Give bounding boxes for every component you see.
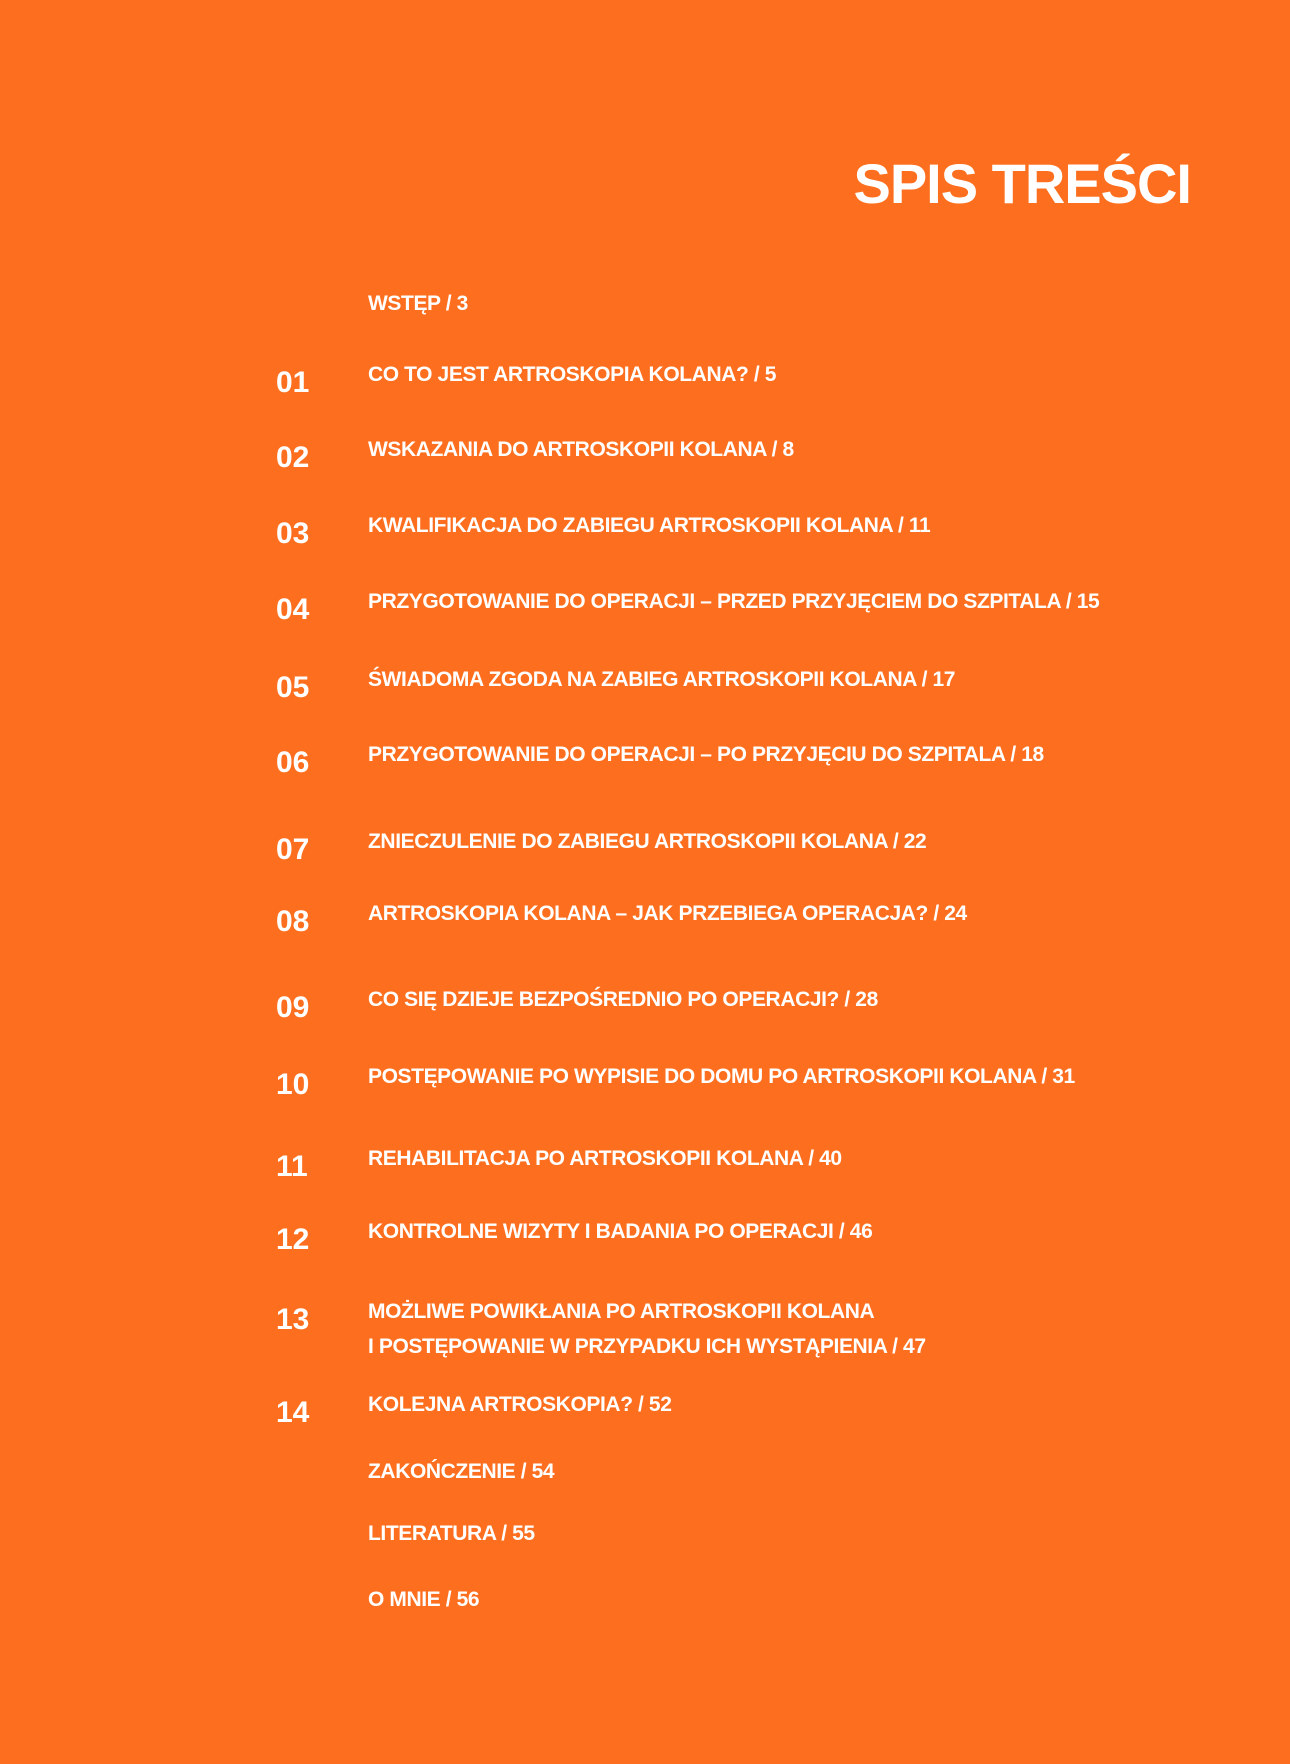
chapter-number: 03 bbox=[276, 517, 310, 550]
chapter-number: 09 bbox=[276, 991, 310, 1024]
chapter-number: 13 bbox=[276, 1303, 310, 1336]
chapter-number: 04 bbox=[276, 593, 310, 626]
toc-entry-text-line-2: I POSTĘPOWANIE W PRZYPADKU ICH WYSTĄPIENIA / 47 bbox=[368, 1335, 926, 1358]
toc-entry-chapter-05 bbox=[0, 662, 1290, 702]
toc-entry-chapter-13 bbox=[0, 1294, 1290, 1369]
toc-entry-text: CO TO JEST ARTROSKOPIA KOLANA? / 5 bbox=[368, 363, 776, 386]
chapter-number: 08 bbox=[276, 905, 310, 938]
chapter-number: 11 bbox=[276, 1150, 308, 1183]
toc-entry-text: WSKAZANIA DO ARTROSKOPII KOLANA / 8 bbox=[368, 438, 794, 461]
toc-entry-chapter-07 bbox=[0, 824, 1290, 864]
toc-entry-text: ZAKOŃCZENIE / 54 bbox=[368, 1460, 555, 1483]
chapter-number: 02 bbox=[276, 441, 310, 474]
toc-entry-text: KWALIFIKACJA DO ZABIEGU ARTROSKOPII KOLANA / 11 bbox=[368, 514, 931, 537]
toc-entry-chapter-11 bbox=[0, 1141, 1290, 1181]
toc-entry-text: WSTĘP / 3 bbox=[368, 292, 468, 315]
toc-entry-text: KONTROLNE WIZYTY I BADANIA PO OPERACJI / 46 bbox=[368, 1220, 873, 1243]
toc-entry-chapter-06 bbox=[0, 737, 1290, 777]
toc-entry-text: REHABILITACJA PO ARTROSKOPII KOLANA / 40 bbox=[368, 1147, 842, 1170]
toc-entry-chapter-01 bbox=[0, 357, 1290, 397]
toc-entry-about-me bbox=[0, 1582, 1290, 1622]
chapter-number: 10 bbox=[276, 1068, 310, 1101]
toc-entry-text: KOLEJNA ARTROSKOPIA? / 52 bbox=[368, 1393, 672, 1416]
toc-entry-text: O MNIE / 56 bbox=[368, 1588, 480, 1611]
toc-entry-chapter-09 bbox=[0, 982, 1290, 1022]
toc-entry-text: PRZYGOTOWANIE DO OPERACJI – PO PRZYJĘCIU DO SZPITALA / 18 bbox=[368, 743, 1044, 766]
toc-entry-introduction bbox=[0, 286, 1290, 326]
chapter-number: 01 bbox=[276, 366, 310, 399]
toc-entry-chapter-10 bbox=[0, 1059, 1290, 1099]
toc-entry-text: PRZYGOTOWANIE DO OPERACJI – PRZED PRZYJĘCIEM DO SZPITALA / 15 bbox=[368, 590, 1100, 613]
toc-entry-chapter-03 bbox=[0, 508, 1290, 548]
toc-entry-text: ARTROSKOPIA KOLANA – JAK PRZEBIEGA OPERACJA? / 24 bbox=[368, 902, 967, 925]
toc-entry-text: LITERATURA / 55 bbox=[368, 1522, 535, 1545]
chapter-number: 12 bbox=[276, 1223, 310, 1256]
toc-entry-conclusion bbox=[0, 1454, 1290, 1494]
toc-entry-chapter-14 bbox=[0, 1387, 1290, 1427]
chapter-number: 05 bbox=[276, 671, 310, 704]
chapter-number: 07 bbox=[276, 833, 310, 866]
toc-entry-text: ZNIECZULENIE DO ZABIEGU ARTROSKOPII KOLANA / 22 bbox=[368, 830, 927, 853]
chapter-number: 06 bbox=[276, 746, 310, 779]
toc-entry-chapter-08 bbox=[0, 896, 1290, 936]
toc-entry-text: CO SIĘ DZIEJE BEZPOŚREDNIO PO OPERACJI? / 28 bbox=[368, 988, 878, 1011]
page-title: SPIS TREŚCI bbox=[853, 152, 1191, 215]
toc-entry-literature bbox=[0, 1516, 1290, 1556]
toc-entry-text: ŚWIADOMA ZGODA NA ZABIEG ARTROSKOPII KOLANA / 17 bbox=[368, 668, 956, 691]
toc-entry-text: MOŻLIWE POWIKŁANIA PO ARTROSKOPII KOLANA bbox=[368, 1300, 875, 1323]
toc-entry-chapter-04 bbox=[0, 584, 1290, 624]
toc-entry-chapter-02 bbox=[0, 432, 1290, 472]
toc-entry-text: POSTĘPOWANIE PO WYPISIE DO DOMU PO ARTROSKOPII KOLANA / 31 bbox=[368, 1065, 1075, 1088]
chapter-number: 14 bbox=[276, 1396, 310, 1429]
toc-entry-chapter-12 bbox=[0, 1214, 1290, 1254]
